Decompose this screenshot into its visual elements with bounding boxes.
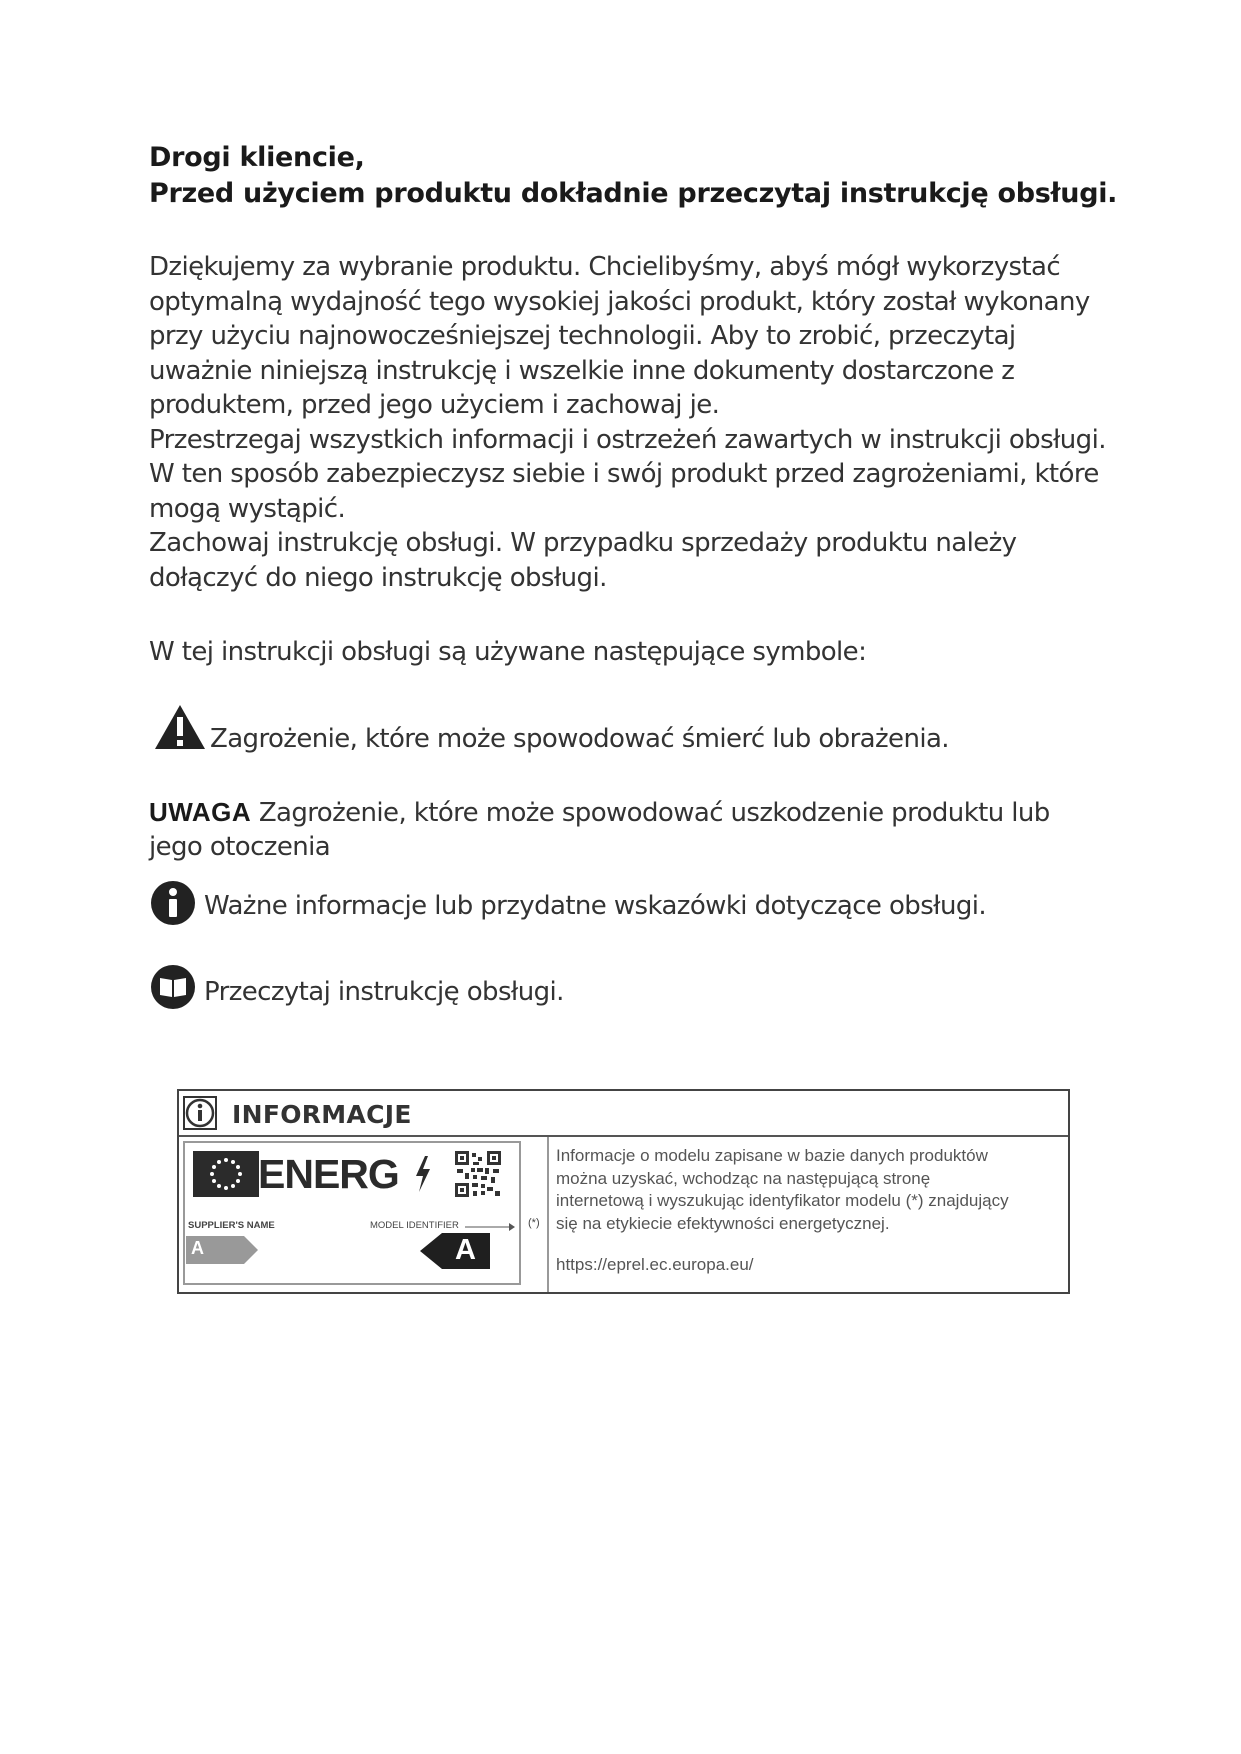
info-divider <box>547 1137 549 1292</box>
info-text: Ważne informacje lub przydatne wskazówki dotyczące obsługi. <box>204 891 987 921</box>
information-box <box>177 1089 1070 1294</box>
caution-note <box>149 795 1129 864</box>
body-line: Przestrzegaj wszystkich informacji i ostrzeżeń zawartych w instrukcji obsługi. <box>149 424 1106 455</box>
caution-text: Zagrożenie, które może spowodować uszkodzenie produktu lub <box>251 798 1050 828</box>
body-line: optymalną wydajność tego wysokiej jakości produkt, który został wykonany <box>149 286 1090 317</box>
energy-label-illustration <box>183 1141 521 1285</box>
energy-wordmark: ENERG <box>258 1151 399 1197</box>
eprel-link[interactable]: https://eprel.ec.europa.eu/ <box>556 1255 754 1274</box>
info-line: Informacje o modelu zapisane w bazie danych produktów <box>556 1146 988 1165</box>
warning-triangle-icon <box>153 703 207 751</box>
body-line: W ten sposób zabezpieczysz siebie i swój produkt przed zagrożeniami, które <box>149 459 1099 489</box>
body-line: Zachowaj instrukcję obsługi. W przypadku sprzedaży produktu należy <box>149 528 1017 558</box>
class-left-letter: A <box>191 1238 204 1258</box>
symbols-intro: W tej instrukcji obsługi są używane następujące symbole: <box>149 637 867 667</box>
manual-text: Przeczytaj instrukcję obsługi. <box>204 977 564 1007</box>
greeting-line: Drogi kliencie, <box>149 142 365 173</box>
caution-label: UWAGA <box>149 797 252 827</box>
body-line: uważnie niniejszą instrukcję i wszelkie inne dokumenty dostarczone z <box>149 355 1015 386</box>
greeting-heading <box>149 140 1117 212</box>
read-manual-line: Przed użyciem produktu dokładnie przeczytaj instrukcję obsługi. <box>149 178 1118 209</box>
body-line: produktem, przed jego użyciem i zachowaj je. <box>149 390 720 420</box>
qr-code-icon <box>455 1151 501 1197</box>
model-identifier-label: MODEL IDENTIFIER <box>370 1220 459 1231</box>
body-line: mogą wystąpić. <box>149 493 346 524</box>
lightning-icon <box>414 1156 432 1192</box>
body-line: dołączyć do niego instrukcję obsługi. <box>149 562 607 593</box>
eu-flag-icon <box>193 1151 259 1197</box>
info-square-icon <box>183 1096 217 1130</box>
information-text <box>556 1145 1056 1235</box>
arrow-right-icon <box>465 1222 515 1232</box>
supplier-name-label: SUPPLIER'S NAME <box>188 1220 275 1231</box>
caution-text-continued: jego otoczenia <box>149 832 331 862</box>
model-marker: (*) <box>528 1217 540 1229</box>
info-line: się na etykiecie efektywności energetycznej. <box>556 1213 890 1233</box>
intro-paragraph <box>149 250 1129 595</box>
info-line: internetową i wyszukując identyfikator modelu (*) znajdujący <box>556 1191 1009 1210</box>
body-line: przy użyciu najnowocześniejszej technologii. Aby to zrobić, przeczytaj <box>149 321 1016 351</box>
body-line: Dziękujemy za wybranie produktu. Chcielibyśmy, abyś mógł wykorzystać <box>149 252 1061 282</box>
warning-text: Zagrożenie, które może spowodować śmierć lub obrażenia. <box>210 724 949 754</box>
information-title: INFORMACJE <box>232 1100 412 1129</box>
book-circle-icon <box>150 964 196 1010</box>
info-line: można uzyskać, wchodząc na następującą stronę <box>556 1168 931 1188</box>
info-circle-icon <box>150 880 196 926</box>
class-right-letter: A <box>455 1234 476 1266</box>
information-header <box>179 1091 1068 1137</box>
